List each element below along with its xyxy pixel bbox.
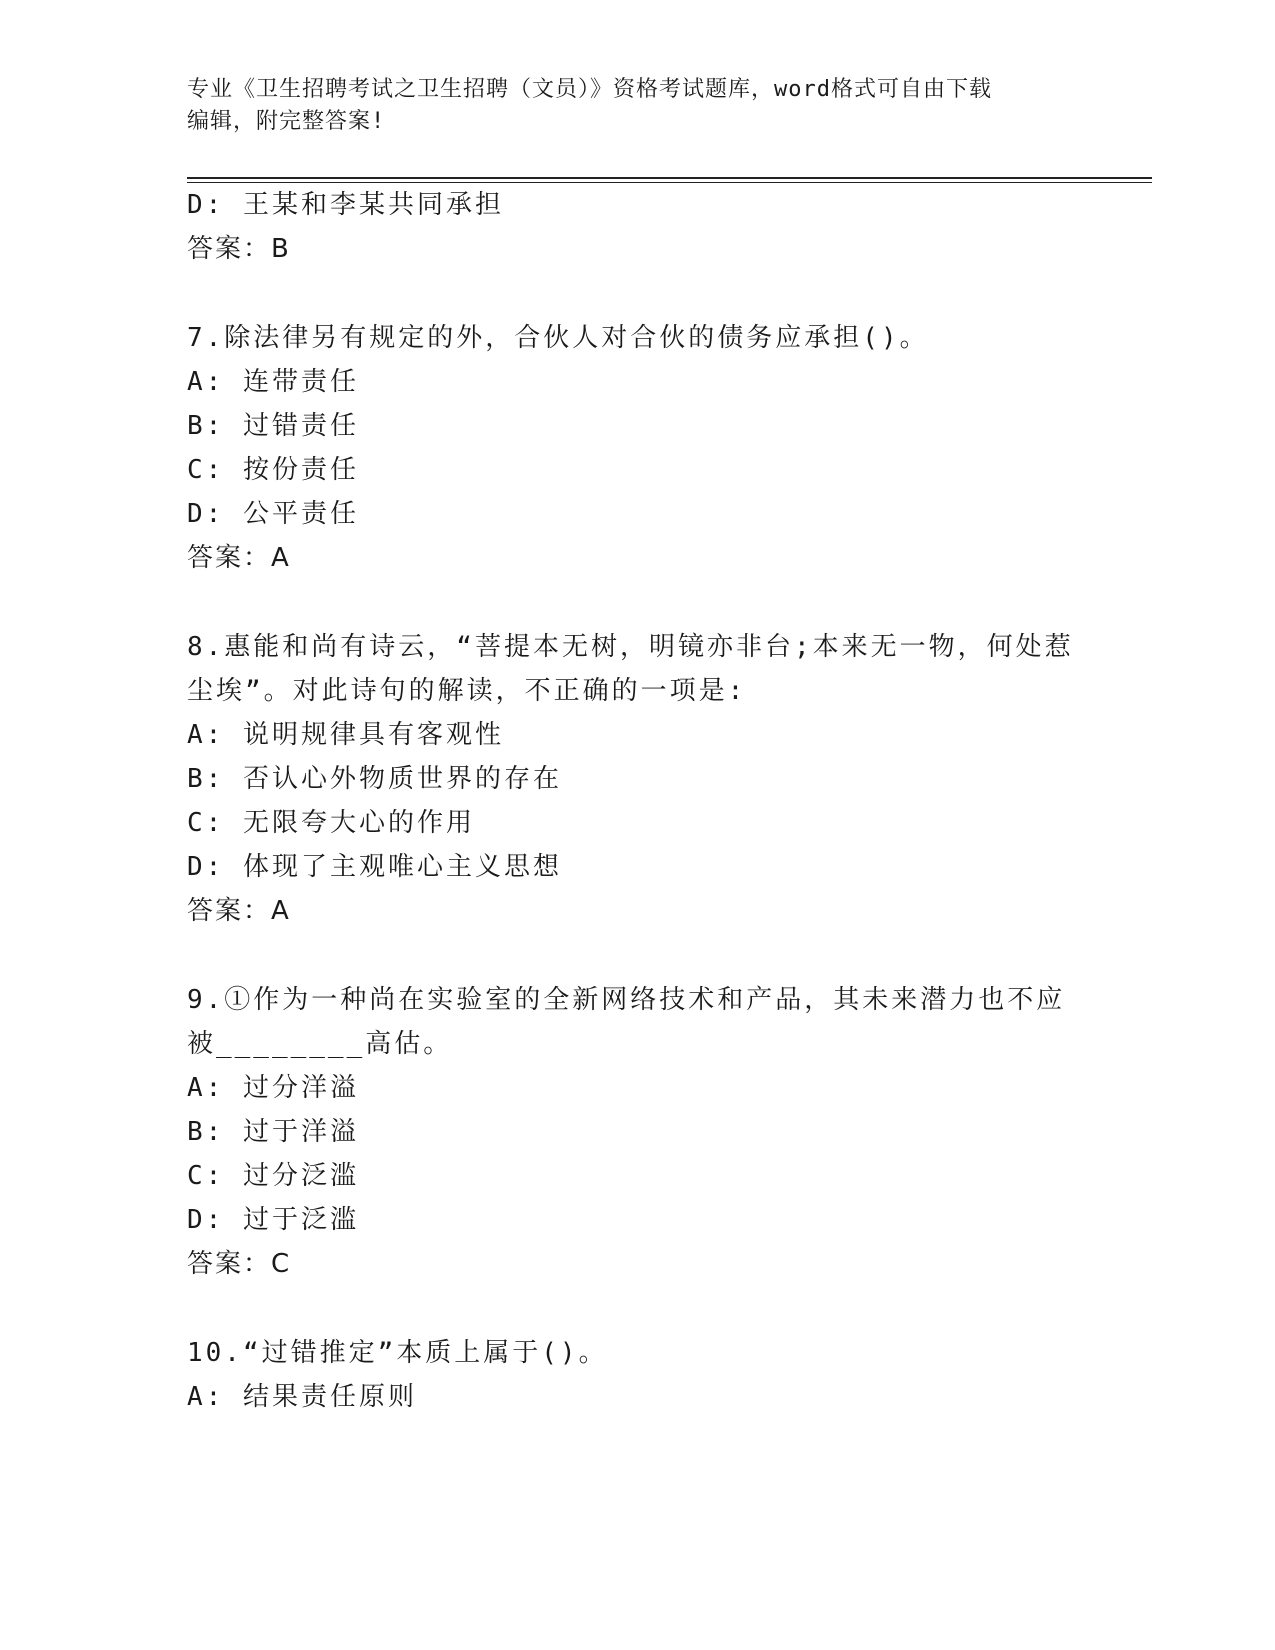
header-divider-thin bbox=[187, 182, 1152, 183]
header-divider-thick bbox=[187, 177, 1152, 179]
header-line-2: 编辑，附完整答案! bbox=[187, 109, 386, 134]
q7-option-c: C: 按份责任 bbox=[187, 455, 359, 485]
q10-question: 10.“过错推定”本质上属于()。 bbox=[187, 1338, 608, 1368]
q8-answer: 答案：A bbox=[187, 896, 291, 926]
q9-answer: 答案：C bbox=[187, 1249, 292, 1279]
q8-question-line-1: 8.惠能和尚有诗云，“菩提本无树，明镜亦非台;本来无一物，何处惹 bbox=[187, 632, 1074, 662]
q9-option-d: D: 过于泛滥 bbox=[187, 1205, 359, 1235]
q7-option-a: A: 连带责任 bbox=[187, 367, 359, 397]
q7-answer: 答案：A bbox=[187, 543, 291, 573]
q8-option-a: A: 说明规律具有客观性 bbox=[187, 720, 504, 750]
prev-answer: 答案：B bbox=[187, 234, 291, 264]
q10-option-a: A: 结果责任原则 bbox=[187, 1382, 417, 1412]
q9-option-a: A: 过分洋溢 bbox=[187, 1073, 359, 1103]
q9-option-b: B: 过于洋溢 bbox=[187, 1117, 359, 1147]
q8-option-c: C: 无限夸大心的作用 bbox=[187, 808, 475, 838]
q8-question-line-2: 尘埃”。对此诗句的解读，不正确的一项是: bbox=[187, 676, 747, 706]
q9-option-c: C: 过分泛滥 bbox=[187, 1161, 359, 1191]
q8-option-b: B: 否认心外物质世界的存在 bbox=[187, 764, 562, 794]
q7-option-b: B: 过错责任 bbox=[187, 411, 359, 441]
q8-option-d: D: 体现了主观唯心主义思想 bbox=[187, 852, 562, 882]
document-header bbox=[187, 74, 1077, 138]
q9-question-line-1: 9.①作为一种尚在实验室的全新网络技术和产品，其未来潜力也不应 bbox=[187, 985, 1066, 1015]
q7-question: 7.除法律另有规定的外，合伙人对合伙的债务应承担()。 bbox=[187, 323, 929, 353]
q9-question-line-2: 被________高估。 bbox=[187, 1029, 453, 1059]
header-line-1: 专业《卫生招聘考试之卫生招聘（文员）》资格考试题库，word格式可自由下载 bbox=[187, 77, 992, 102]
q7-option-d: D: 公平责任 bbox=[187, 499, 359, 529]
prev-option-d: D: 王某和李某共同承担 bbox=[187, 190, 504, 220]
